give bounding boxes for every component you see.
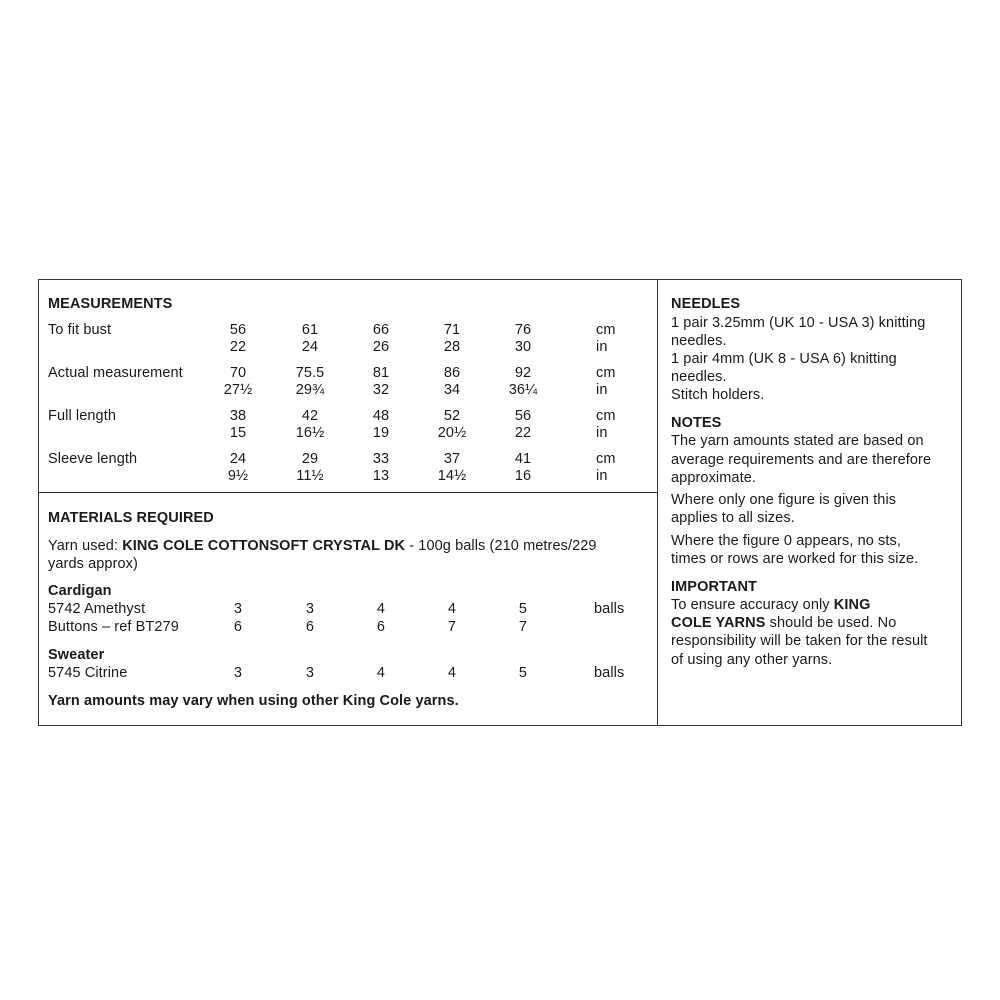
measure-value: 22 (229, 339, 247, 355)
notes-line: applies to all sizes. (671, 510, 795, 526)
measure-value: 56 (229, 322, 247, 338)
unit-label: in (596, 468, 608, 484)
measure-value: 14½ (437, 468, 467, 484)
measure-value: 19 (372, 425, 390, 441)
measure-value: 15 (229, 425, 247, 441)
cardigan-yarn-label: 5742 Amethyst (48, 601, 146, 617)
important-heading: IMPORTANT (671, 579, 758, 595)
needles-line: needles. (671, 369, 727, 385)
material-qty: 4 (447, 665, 457, 681)
yarn-used-line-2: yards approx) (48, 556, 138, 572)
important-text: To ensure accuracy only (671, 597, 834, 613)
material-qty: 3 (305, 601, 315, 617)
yarn-used-suffix: - 100g balls (210 metres/229 (405, 538, 597, 554)
yarn-used-line (48, 537, 597, 555)
unit-label: balls (594, 665, 625, 681)
measure-value: 29 (301, 451, 319, 467)
needles-line: needles. (671, 333, 727, 349)
needles-heading: NEEDLES (671, 296, 741, 312)
measure-value: 20½ (437, 425, 467, 441)
important-line (671, 596, 870, 614)
notes-line: The yarn amounts stated are based on (671, 433, 924, 449)
measure-value: 75.5 (295, 365, 325, 381)
cardigan-heading: Cardigan (48, 583, 112, 599)
measure-label-bust: To fit bust (48, 322, 112, 338)
measure-value: 38 (229, 408, 247, 424)
material-qty: 6 (305, 619, 315, 635)
unit-label: in (596, 425, 608, 441)
materials-heading: MATERIALS REQUIRED (48, 510, 214, 526)
measure-value: 24 (301, 339, 319, 355)
measure-value: 13 (372, 468, 390, 484)
unit-label: balls (594, 601, 625, 617)
brand-name: KING (833, 597, 871, 613)
material-qty: 4 (376, 601, 386, 617)
measure-value: 30 (514, 339, 532, 355)
measure-value: 92 (514, 365, 532, 381)
unit-label: cm (596, 408, 616, 424)
brand-name: COLE YARNS (671, 615, 766, 631)
measure-value: 61 (301, 322, 319, 338)
measure-value: 16½ (295, 425, 325, 441)
notes-line: times or rows are worked for this size. (671, 551, 919, 567)
measure-value: 70 (229, 365, 247, 381)
sweater-yarn-label: 5745 Citrine (48, 665, 128, 681)
material-qty: 3 (233, 665, 243, 681)
measure-value: 34 (443, 382, 461, 398)
measure-value: 33 (372, 451, 390, 467)
material-qty: 6 (376, 619, 386, 635)
needles-line: 1 pair 4mm (UK 8 - USA 6) knitting (671, 351, 897, 367)
measure-value: 16 (514, 468, 532, 484)
unit-label: cm (596, 451, 616, 467)
measure-value: 42 (301, 408, 319, 424)
measure-value: 37 (443, 451, 461, 467)
unit-label: in (596, 339, 608, 355)
yarn-used-prefix: Yarn used: (48, 538, 123, 554)
notes-line: Where only one figure is given this (671, 492, 897, 508)
measure-value: 81 (372, 365, 390, 381)
measure-value: 22 (514, 425, 532, 441)
important-line (671, 614, 896, 632)
measure-value: 52 (443, 408, 461, 424)
cardigan-buttons-label: Buttons – ref BT279 (48, 619, 179, 635)
measure-value: 26 (372, 339, 390, 355)
material-qty: 4 (376, 665, 386, 681)
measure-label-full-length: Full length (48, 408, 116, 424)
yarn-substitution-note: Yarn amounts may vary when using other King Cole yarns. (48, 693, 459, 709)
measure-value: 9½ (227, 468, 249, 484)
needles-line: 1 pair 3.25mm (UK 10 - USA 3) knitting (671, 315, 926, 331)
measure-value: 29¾ (295, 382, 325, 398)
measure-value: 32 (372, 382, 390, 398)
unit-label: in (596, 382, 608, 398)
measure-value: 86 (443, 365, 461, 381)
measure-value: 71 (443, 322, 461, 338)
measure-value: 41 (514, 451, 532, 467)
measure-value: 11½ (296, 468, 324, 484)
material-qty: 3 (233, 601, 243, 617)
measure-value: 27½ (223, 382, 253, 398)
measure-value: 28 (443, 339, 461, 355)
material-qty: 5 (518, 665, 528, 681)
column-divider (657, 279, 658, 726)
measure-value: 56 (514, 408, 532, 424)
notes-line: Where the figure 0 appears, no sts, (671, 533, 901, 549)
material-qty: 5 (518, 601, 528, 617)
measure-label-actual: Actual measurement (48, 365, 183, 381)
important-line: responsibility will be taken for the result (671, 633, 928, 649)
unit-label: cm (596, 322, 616, 338)
material-qty: 6 (233, 619, 243, 635)
needles-line: Stitch holders. (671, 387, 765, 403)
measure-value: 24 (229, 451, 247, 467)
unit-label: cm (596, 365, 616, 381)
important-line: of using any other yarns. (671, 652, 833, 668)
measurements-heading: MEASUREMENTS (48, 296, 173, 312)
measure-value: 76 (514, 322, 532, 338)
notes-heading: NOTES (671, 415, 722, 431)
measure-value: 48 (372, 408, 390, 424)
measure-value: 36¼ (508, 382, 538, 398)
measure-label-sleeve: Sleeve length (48, 451, 138, 467)
yarn-name: KING COLE COTTONSOFT CRYSTAL DK (122, 538, 406, 554)
section-divider (38, 492, 658, 493)
material-qty: 3 (305, 665, 315, 681)
measure-value: 66 (372, 322, 390, 338)
notes-line: approximate. (671, 470, 757, 486)
important-text: should be used. No (765, 615, 897, 631)
material-qty: 7 (518, 619, 528, 635)
notes-line: average requirements and are therefore (671, 452, 932, 468)
material-qty: 7 (447, 619, 457, 635)
material-qty: 4 (447, 601, 457, 617)
sweater-heading: Sweater (48, 647, 105, 663)
